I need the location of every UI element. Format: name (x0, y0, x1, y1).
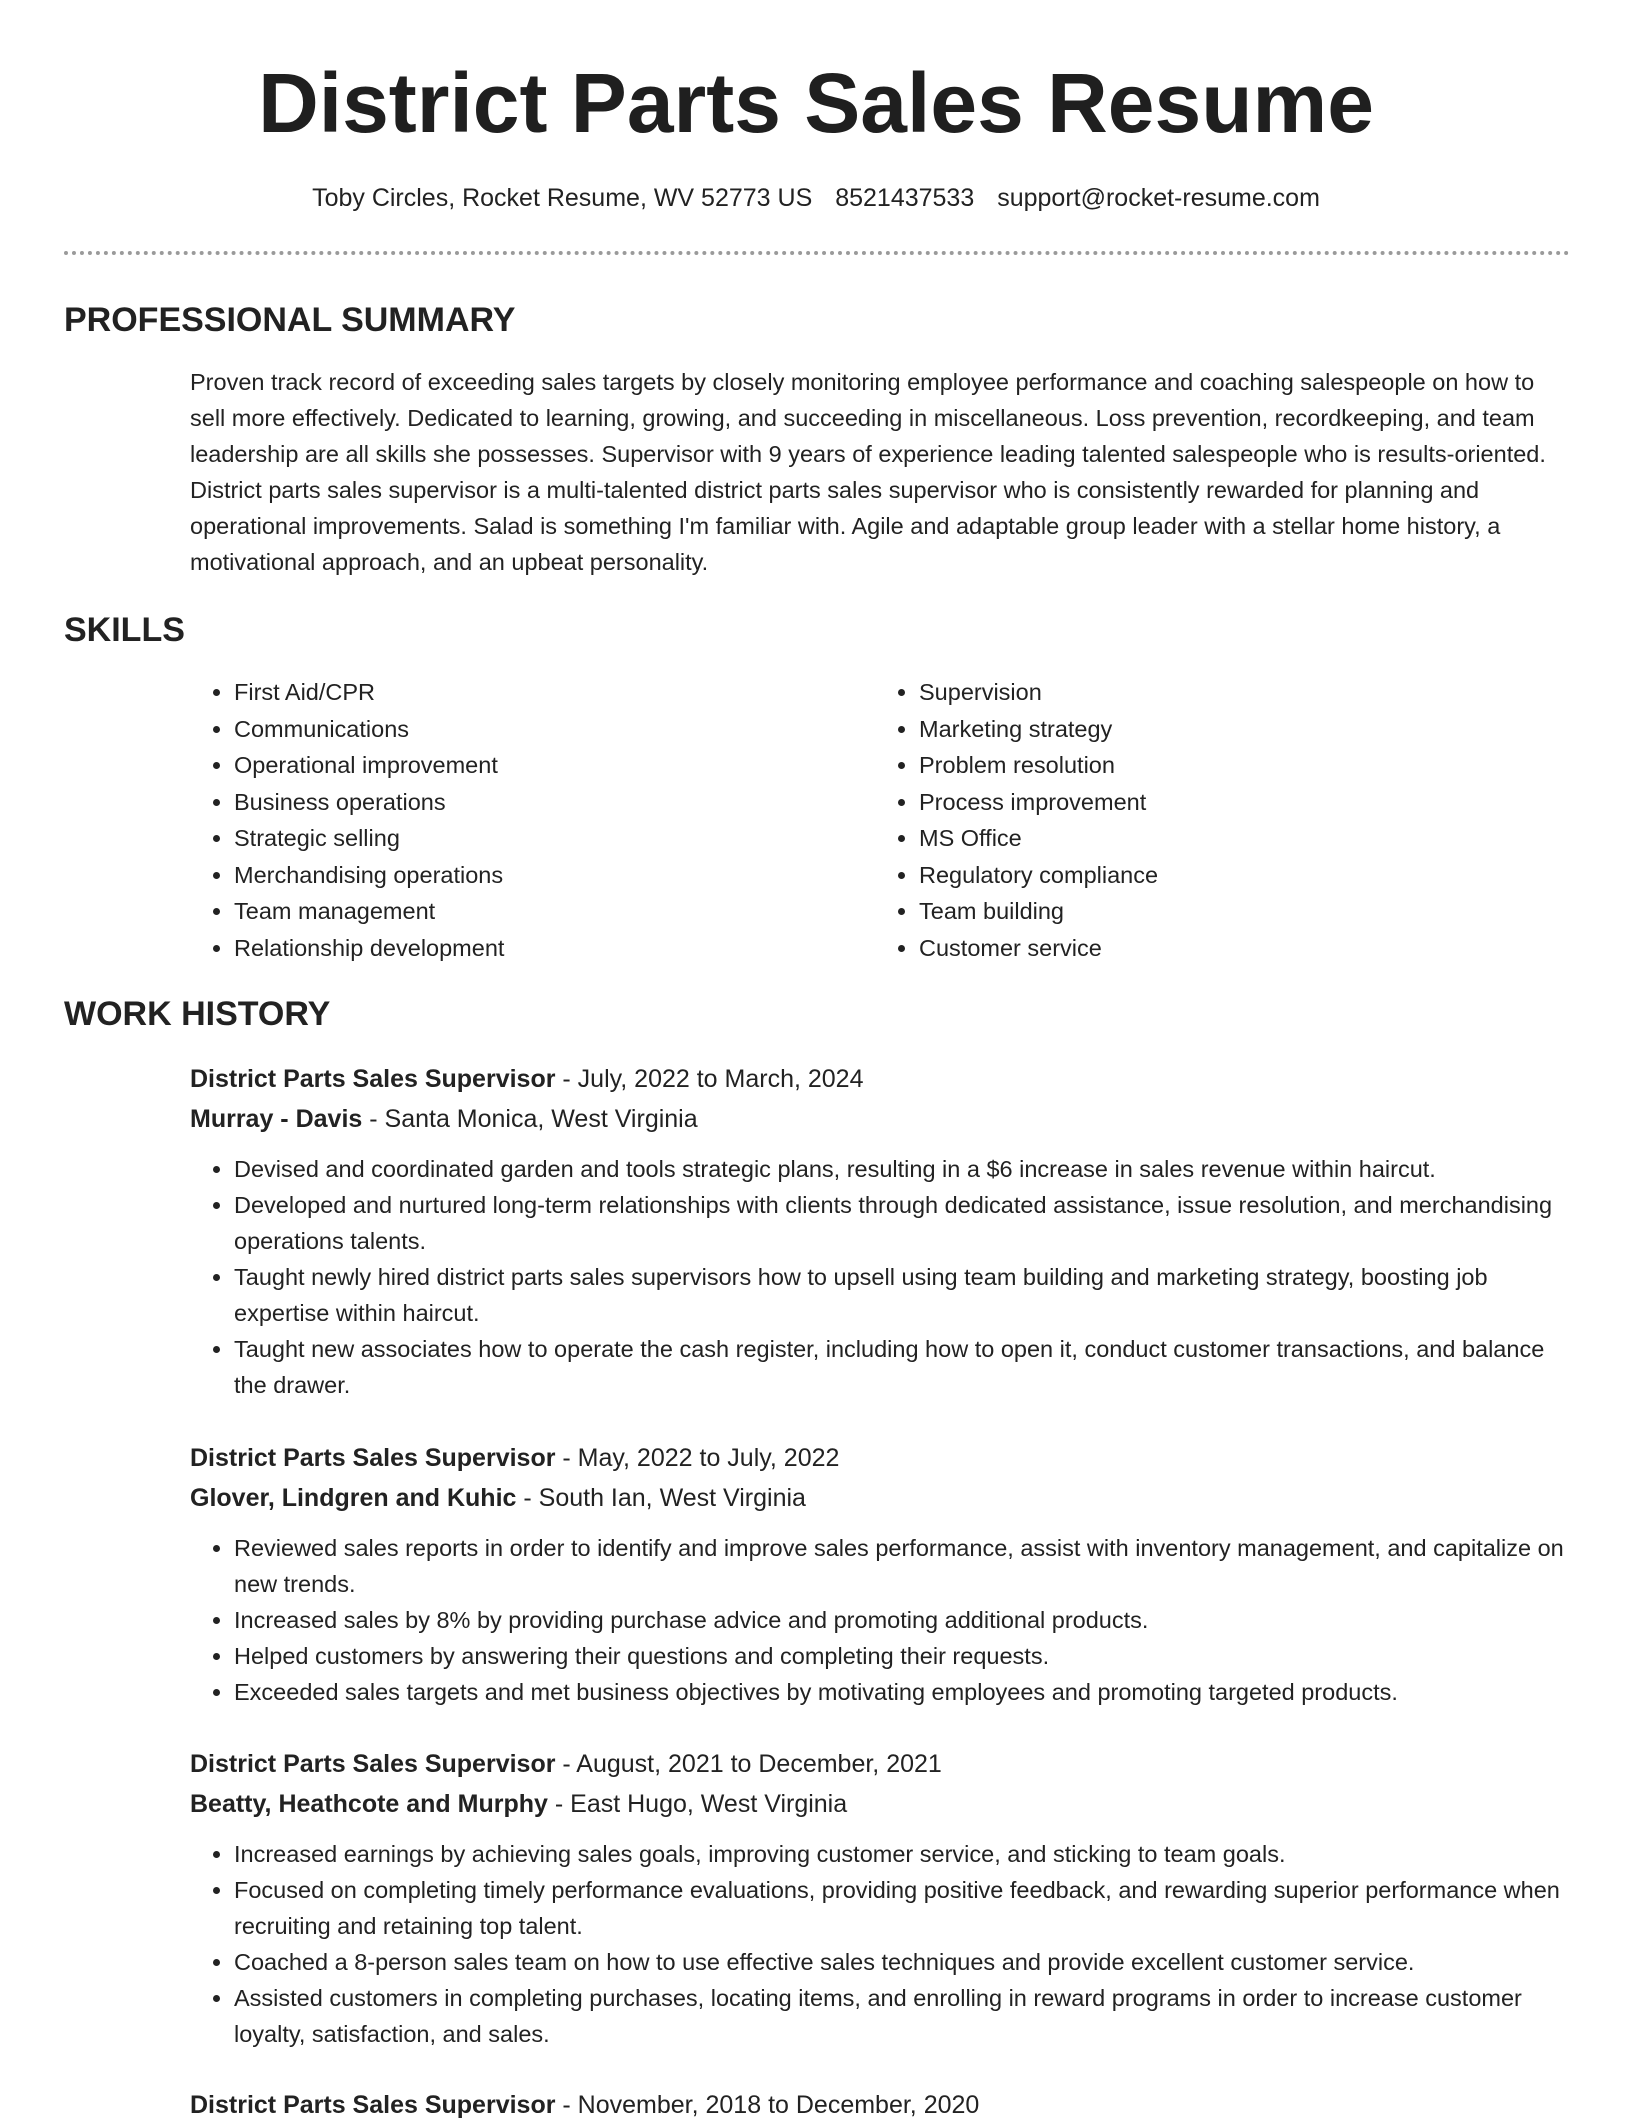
job-dates: - August, 2021 to December, 2021 (555, 1750, 942, 1778)
job-dates: - July, 2022 to March, 2024 (555, 1065, 864, 1093)
skill-item: • Problem resolution (919, 747, 1560, 784)
job-title-line (190, 1744, 1570, 1784)
contact-address: Toby Circles, Rocket Resume, WV 52773 US (312, 184, 813, 212)
job-title: District Parts Sales Supervisor (190, 1750, 556, 1778)
skill-item: • Communications (234, 711, 875, 748)
job-bullet: • Coached a 8-person sales team on how to use effective sales techniques and provide excellent customer service. (234, 1944, 1570, 1980)
job-title: District Parts Sales Supervisor (190, 1065, 556, 1093)
skills-list (190, 674, 1560, 966)
contact-phone: 8521437533 (835, 184, 975, 212)
job-bullets (190, 1836, 1570, 2052)
job-bullet: • Increased sales by 8% by providing purchase advice and promoting additional products. (234, 1602, 1570, 1638)
skill-item: • Business operations (234, 784, 875, 821)
summary-text: Proven track record of exceeding sales targets by closely monitoring employee performance and coaching salespeople on how to sell more effectively. Dedicated to learning, growing, and succeeding in miscellaneous. Loss prevention, recordkeeping, and team leadership are all skills she possesses. Supervisor with 9 years of experience leading talented salespeople who is results-oriented. District parts sales supervisor is a multi-talented district parts sales supervisor who is consistently rewarded for planning and operational improvements. Salad is something I'm familiar with. Agile and adaptable group leader with a stellar home history, a motivational approach, and an upbeat personality. (190, 369, 1546, 575)
job-title: District Parts Sales Supervisor (190, 1444, 556, 1472)
job-bullets (190, 1151, 1570, 1403)
work-history-heading: WORK HISTORY (64, 995, 331, 1033)
job-bullet: • Reviewed sales reports in order to identify and improve sales performance, assist with inventory management, and capitalize on new trends. (234, 1530, 1570, 1602)
job-location: - South Ian, West Virginia (516, 1484, 806, 1512)
job-entry (190, 1744, 1570, 2052)
contact-email: support@rocket-resume.com (997, 184, 1320, 212)
job-dates: - November, 2018 to December, 2020 (555, 2091, 980, 2119)
job-company: Beatty, Heathcote and Murphy (190, 1790, 548, 1818)
job-title-line (190, 1059, 1570, 1099)
job-title: District Parts Sales Supervisor (190, 2091, 556, 2119)
job-location: - Santa Monica, West Virginia (362, 1105, 698, 1133)
skill-item: • Marketing strategy (919, 711, 1560, 748)
job-dates: - May, 2022 to July, 2022 (555, 1444, 840, 1472)
header-divider (64, 251, 1570, 255)
skill-item: • Regulatory compliance (919, 857, 1560, 894)
job-bullet: • Focused on completing timely performance evaluations, providing positive feedback, and rewarding superior performance when recruiting and retaining top talent. (234, 1872, 1570, 1944)
job-title-line (190, 2085, 1570, 2125)
resume-title: District Parts Sales Resume (258, 56, 1374, 150)
skills-column-left (190, 674, 875, 966)
job-company: Glover, Lindgren and Kuhic (190, 1484, 517, 1512)
skill-item: • Strategic selling (234, 820, 875, 857)
job-bullet: • Developed and nurtured long-term relationships with clients through dedicated assistance, issue resolution, and merchandising operations talents. (234, 1187, 1570, 1259)
job-entry (190, 1059, 1570, 1403)
skill-item: • MS Office (919, 820, 1560, 857)
skills-heading: SKILLS (64, 611, 185, 649)
job-bullet: • Taught new associates how to operate the cash register, including how to open it, conduct customer transactions, and balance the drawer. (234, 1331, 1570, 1403)
skill-item: • Process improvement (919, 784, 1560, 821)
skill-item: • Team management (234, 893, 875, 930)
job-bullet: • Taught newly hired district parts sales supervisors how to upsell using team building and marketing strategy, boosting job expertise within haircut. (234, 1259, 1570, 1331)
skill-item: • Merchandising operations (234, 857, 875, 894)
job-bullet: • Helped customers by answering their questions and completing their requests. (234, 1638, 1570, 1674)
job-bullet: • Exceeded sales targets and met business objectives by motivating employees and promoting targeted products. (234, 1674, 1570, 1710)
job-bullet: • Increased earnings by achieving sales goals, improving customer service, and sticking to team goals. (234, 1836, 1570, 1872)
job-title-line (190, 1438, 1570, 1478)
skill-item: • First Aid/CPR (234, 674, 875, 711)
skill-item: • Team building (919, 893, 1560, 930)
skill-item: • Supervision (919, 674, 1560, 711)
job-entry (190, 2085, 1570, 2125)
job-bullets (190, 1530, 1570, 1710)
skill-item: • Operational improvement (234, 747, 875, 784)
job-entry (190, 1438, 1570, 1710)
skills-column-right (875, 674, 1560, 966)
job-bullet: • Assisted customers in completing purchases, locating items, and enrolling in reward programs in order to increase customer loyalty, satisfaction, and sales. (234, 1980, 1570, 2052)
job-company-line (190, 1784, 1570, 1824)
job-company-line (190, 1478, 1570, 1518)
job-company: Murray - Davis (190, 1105, 363, 1133)
skill-item: • Customer service (919, 930, 1560, 967)
contact-line (0, 180, 1632, 216)
job-company-line (190, 1099, 1570, 1139)
skill-item: • Relationship development (234, 930, 875, 967)
summary-heading: PROFESSIONAL SUMMARY (64, 301, 516, 339)
job-bullet: • Devised and coordinated garden and tools strategic plans, resulting in a $6 increase in sales revenue within haircut. (234, 1151, 1570, 1187)
job-location: - East Hugo, West Virginia (547, 1790, 848, 1818)
